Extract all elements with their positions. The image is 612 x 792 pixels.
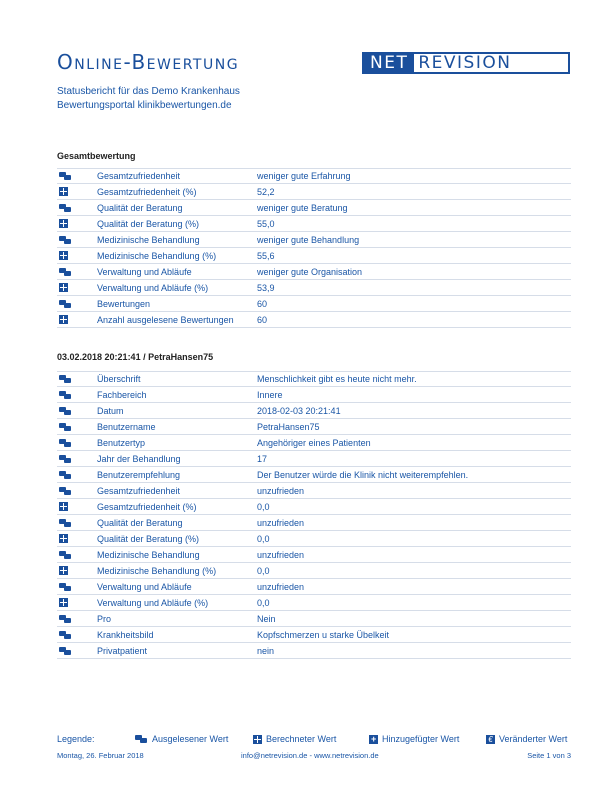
table-row xyxy=(57,451,571,467)
subtitle-portal: Bewertungsportal klinikbewertungen.de xyxy=(57,100,232,111)
row-value: 53,9 xyxy=(257,282,275,293)
logo-net: NET xyxy=(364,54,414,72)
section-review-title: 03.02.2018 20:21:41 / PetraHansen75 xyxy=(57,352,214,362)
table-row xyxy=(57,467,571,483)
row-icon-cell xyxy=(57,235,97,245)
row-label: Medizinische Behandlung (%) xyxy=(97,565,217,576)
row-icon-cell xyxy=(57,630,97,640)
calculated-value-icon xyxy=(59,598,68,607)
row-value: 17 xyxy=(257,453,268,464)
row-icon-cell xyxy=(57,566,97,575)
legend-calc xyxy=(253,734,336,744)
legend-changed xyxy=(486,734,567,744)
row-label: Jahr der Behandlung xyxy=(97,453,181,464)
row-label: Benutzertyp xyxy=(97,437,146,448)
footer-page: Seite 1 von 3 xyxy=(527,751,571,760)
legend-changed-text: Veränderter Wert xyxy=(499,734,568,744)
row-label: Medizinische Behandlung (%) xyxy=(97,250,217,261)
row-value: weniger gute Erfahrung xyxy=(257,171,351,181)
row-label: Verwaltung und Abläufe xyxy=(97,266,192,277)
row-value: 55,0 xyxy=(257,218,275,229)
row-icon-cell xyxy=(57,614,97,624)
read-value-icon xyxy=(59,267,72,277)
row-label: Krankheitsbild xyxy=(97,629,154,640)
row-label: Pro xyxy=(97,613,112,624)
row-value: Der Benutzer würde die Klinik nicht weiterempfehlen. xyxy=(257,469,469,480)
read-value-icon xyxy=(59,582,72,592)
row-icon-cell xyxy=(57,646,97,656)
footer-contact: info@netrevision.de - www.netrevision.de xyxy=(241,751,379,760)
read-value-icon xyxy=(59,406,72,416)
row-label: Bewertungen xyxy=(97,298,151,309)
row-icon-cell xyxy=(57,438,97,448)
table-row xyxy=(57,296,571,312)
row-value: Angehöriger eines Patienten xyxy=(257,437,371,448)
row-icon-cell xyxy=(57,582,97,592)
change-icon: € xyxy=(486,735,495,744)
row-icon-cell xyxy=(57,406,97,416)
row-value: Innere xyxy=(257,389,283,400)
row-icon-cell xyxy=(57,534,97,543)
row-value: 60 xyxy=(257,298,268,309)
calculated-value-icon xyxy=(59,502,68,511)
calculated-value-icon xyxy=(59,251,68,260)
table-row xyxy=(57,419,571,435)
review-table xyxy=(57,371,571,659)
table-row xyxy=(57,200,571,216)
table-row xyxy=(57,280,571,296)
row-value: Menschlichkeit gibt es heute nicht mehr. xyxy=(257,374,417,384)
row-label: Qualität der Beratung xyxy=(97,202,183,213)
table-row xyxy=(57,595,571,611)
section-gesamtbewertung-title: Gesamtbewertung xyxy=(57,151,136,161)
row-label: Anzahl ausgelesene Bewertungen xyxy=(97,314,234,325)
row-value: 2018-02-03 20:21:41 xyxy=(257,405,341,416)
read-value-icon xyxy=(59,235,72,245)
row-label: Fachbereich xyxy=(97,389,147,400)
legend-read xyxy=(135,734,228,744)
calculated-value-icon xyxy=(59,566,68,575)
row-icon-cell xyxy=(57,390,97,400)
table-row xyxy=(57,547,571,563)
row-value: 52,2 xyxy=(257,186,275,197)
legend-added xyxy=(369,734,459,744)
calculated-value-icon xyxy=(59,219,68,228)
calculated-value-icon xyxy=(59,315,68,324)
table-row xyxy=(57,579,571,595)
row-value: PetraHansen75 xyxy=(257,421,320,432)
row-icon-cell xyxy=(57,454,97,464)
row-value: Nein xyxy=(257,613,276,624)
table-row xyxy=(57,643,571,659)
row-label: Datum xyxy=(97,405,124,416)
gesamtbewertung-table xyxy=(57,168,571,328)
row-icon-cell xyxy=(57,219,97,228)
table-row xyxy=(57,168,571,184)
row-icon-cell xyxy=(57,283,97,292)
row-value: Kopfschmerzen u starke Übelkeit xyxy=(257,629,390,640)
logo-revision: REVISION xyxy=(418,53,512,73)
netrevision-logo xyxy=(362,52,570,74)
legend-read-text: Ausgelesener Wert xyxy=(152,734,229,744)
read-value-icon xyxy=(59,614,72,624)
row-icon-cell xyxy=(57,251,97,260)
read-value-icon xyxy=(59,486,72,496)
row-label: Qualität der Beratung xyxy=(97,517,183,528)
row-label: Benutzername xyxy=(97,421,156,432)
row-icon-cell xyxy=(57,470,97,480)
read-value-icon xyxy=(59,518,72,528)
row-label: Medizinische Behandlung xyxy=(97,549,200,560)
row-icon-cell xyxy=(57,315,97,324)
read-value-icon xyxy=(59,422,72,432)
row-value: 0,0 xyxy=(257,533,270,544)
read-value-icon xyxy=(59,203,72,213)
row-label: Verwaltung und Abläufe xyxy=(97,581,192,592)
row-icon-cell xyxy=(57,187,97,196)
table-row xyxy=(57,371,571,387)
calculated-value-icon xyxy=(59,187,68,196)
row-label: Qualität der Beratung (%) xyxy=(97,218,200,229)
row-icon-cell xyxy=(57,486,97,496)
row-label: Gesamtzufriedenheit xyxy=(97,171,181,181)
row-icon-cell xyxy=(57,550,97,560)
row-label: Benutzerempfehlung xyxy=(97,469,181,480)
read-value-icon xyxy=(135,734,148,744)
row-value: unzufrieden xyxy=(257,485,305,496)
row-value: 55,6 xyxy=(257,250,275,261)
table-row xyxy=(57,499,571,515)
read-value-icon xyxy=(59,374,72,384)
table-row xyxy=(57,483,571,499)
row-label: Gesamtzufriedenheit (%) xyxy=(97,186,197,197)
table-row xyxy=(57,248,571,264)
table-row xyxy=(57,216,571,232)
read-value-icon xyxy=(59,550,72,560)
row-icon-cell xyxy=(57,374,97,384)
row-label: Verwaltung und Abläufe (%) xyxy=(97,597,209,608)
row-icon-cell xyxy=(57,171,97,181)
row-icon-cell xyxy=(57,203,97,213)
legend-added-text: Hinzugefügter Wert xyxy=(382,734,460,744)
table-row xyxy=(57,232,571,248)
table-row xyxy=(57,312,571,328)
table-row xyxy=(57,264,571,280)
row-value: 0,0 xyxy=(257,597,270,608)
table-row xyxy=(57,515,571,531)
row-value: 0,0 xyxy=(257,501,270,512)
read-value-icon xyxy=(59,438,72,448)
row-value: unzufrieden xyxy=(257,581,305,592)
table-row xyxy=(57,387,571,403)
page-title: Online-Bewertung xyxy=(57,50,240,74)
table-row xyxy=(57,435,571,451)
row-value: 60 xyxy=(257,314,268,325)
table-row xyxy=(57,563,571,579)
read-value-icon xyxy=(59,299,72,309)
row-value: unzufrieden xyxy=(257,517,305,528)
calculated-value-icon xyxy=(253,735,262,744)
row-value: weniger gute Organisation xyxy=(257,266,363,277)
row-icon-cell xyxy=(57,422,97,432)
read-value-icon xyxy=(59,390,72,400)
table-row xyxy=(57,403,571,419)
row-icon-cell xyxy=(57,299,97,309)
legend-calc-text: Berechneter Wert xyxy=(266,734,337,744)
read-value-icon xyxy=(59,470,72,480)
row-label: Überschrift xyxy=(97,374,141,384)
row-icon-cell xyxy=(57,518,97,528)
read-value-icon xyxy=(59,646,72,656)
legend-label: Legende: xyxy=(57,734,95,744)
calculated-value-icon xyxy=(59,534,68,543)
row-label: Medizinische Behandlung xyxy=(97,234,200,245)
footer-date: Montag, 26. Februar 2018 xyxy=(57,751,144,760)
subtitle-report: Statusbericht für das Demo Krankenhaus xyxy=(57,86,240,97)
row-icon-cell xyxy=(57,502,97,511)
read-value-icon xyxy=(59,630,72,640)
row-icon-cell xyxy=(57,267,97,277)
row-value: nein xyxy=(257,645,275,656)
table-row xyxy=(57,531,571,547)
read-value-icon xyxy=(59,171,72,181)
row-label: Gesamtzufriedenheit (%) xyxy=(97,501,197,512)
table-row xyxy=(57,184,571,200)
table-row xyxy=(57,627,571,643)
table-row xyxy=(57,611,571,627)
read-value-icon xyxy=(59,454,72,464)
row-value: unzufrieden xyxy=(257,549,305,560)
row-value: weniger gute Behandlung xyxy=(257,234,360,245)
row-label: Qualität der Beratung (%) xyxy=(97,533,200,544)
row-icon-cell xyxy=(57,598,97,607)
row-label: Gesamtzufriedenheit xyxy=(97,485,181,496)
row-value: weniger gute Beratung xyxy=(257,202,348,213)
plus-icon: + xyxy=(370,733,377,744)
row-value: 0,0 xyxy=(257,565,270,576)
row-label: Verwaltung und Abläufe (%) xyxy=(97,282,209,293)
row-label: Privatpatient xyxy=(97,645,148,656)
calculated-value-icon xyxy=(59,283,68,292)
